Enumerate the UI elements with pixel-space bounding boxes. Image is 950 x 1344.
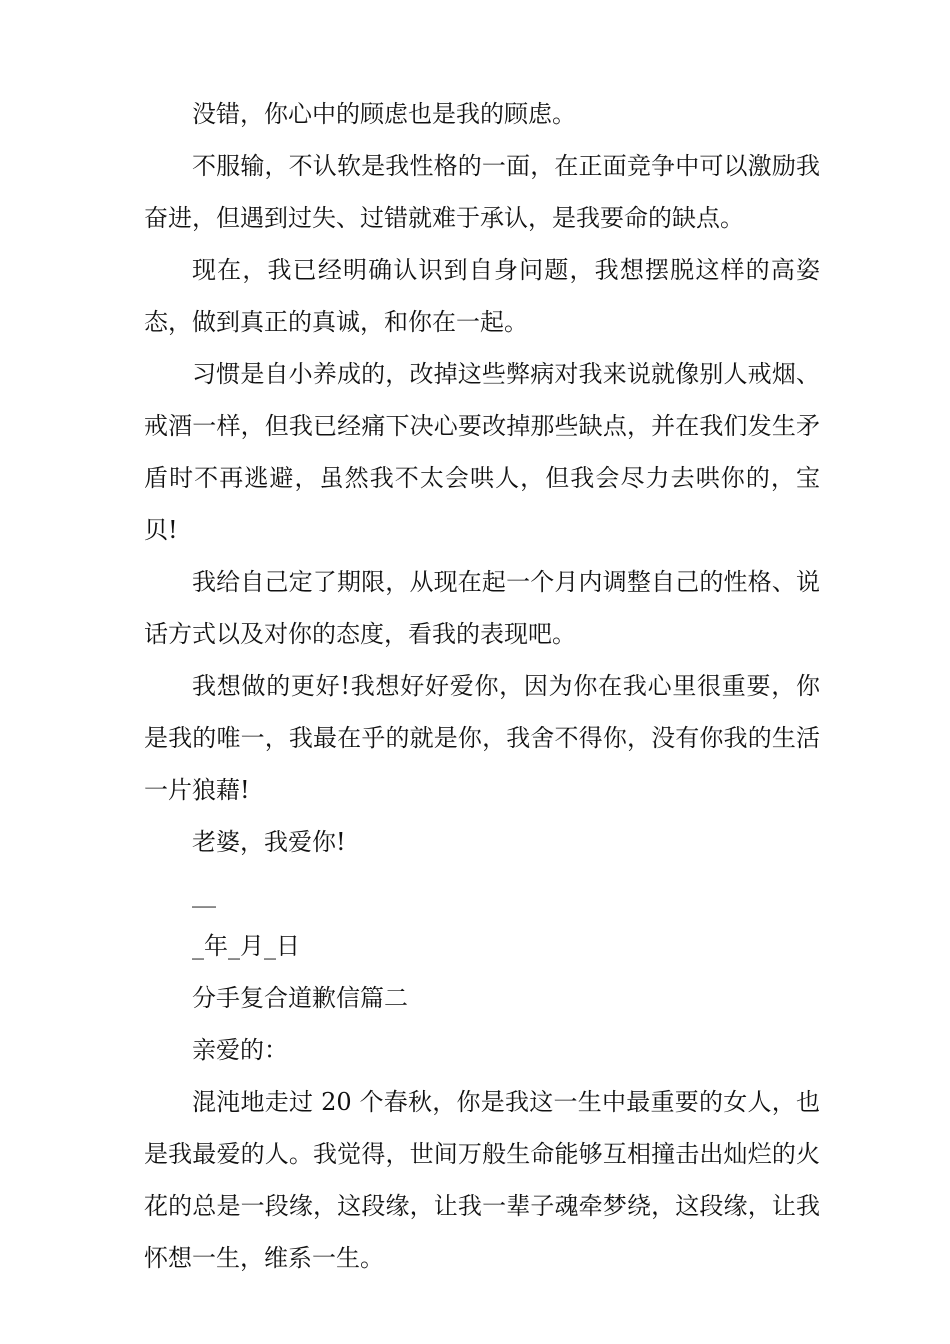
- paragraph-personality: 不服输，不认软是我性格的一面，在正面竞争中可以激励我奋进，但遇到过失、过错就难于承认，是我要命的缺点。: [144, 152, 820, 232]
- paragraph-deadline: 我给自己定了期限，从现在起一个月内调整自己的性格、说话方式以及对你的态度，看我的表现吧。: [144, 568, 820, 648]
- signature-line: __: [192, 880, 216, 908]
- paragraph-closing-love: 老婆，我爱你!: [192, 828, 346, 856]
- paragraph-habits: 习惯是自小养成的，改掉这些弊病对我来说就像别人戒烟、戒酒一样，但我已经痛下决心要改掉那些缺点，并在我们发生矛盾时不再逃避，虽然我不太会哄人，但我会尽力去哄你的，宝贝!: [144, 360, 820, 544]
- section-title: 分手复合道歉信篇二: [192, 984, 408, 1012]
- paragraph-concern: 没错，你心中的顾虑也是我的顾虑。: [192, 100, 576, 128]
- paragraph-opening: 混沌地走过 20 个春秋，你是我这一生中最重要的女人，也是我最爱的人。我觉得，世间万般生命能够互相撞击出灿烂的火花的总是一段缘，这段缘，让我一辈子魂牵梦绕，这段缘，让我怀想一生，维系一生。: [144, 1088, 820, 1272]
- paragraph-recognition: 现在，我已经明确认识到自身问题，我想摆脱这样的高姿态，做到真正的真诚，和你在一起。: [144, 256, 820, 336]
- letter-body: [144, 88, 820, 1284]
- salutation: 亲爱的：: [192, 1036, 288, 1064]
- date-line: _年_月_日: [192, 932, 300, 960]
- paragraph-love: 我想做的更好!我想好好爱你，因为你在我心里很重要，你是我的唯一，我最在乎的就是你，我舍不得你，没有你我的生活一片狼藉!: [144, 672, 820, 804]
